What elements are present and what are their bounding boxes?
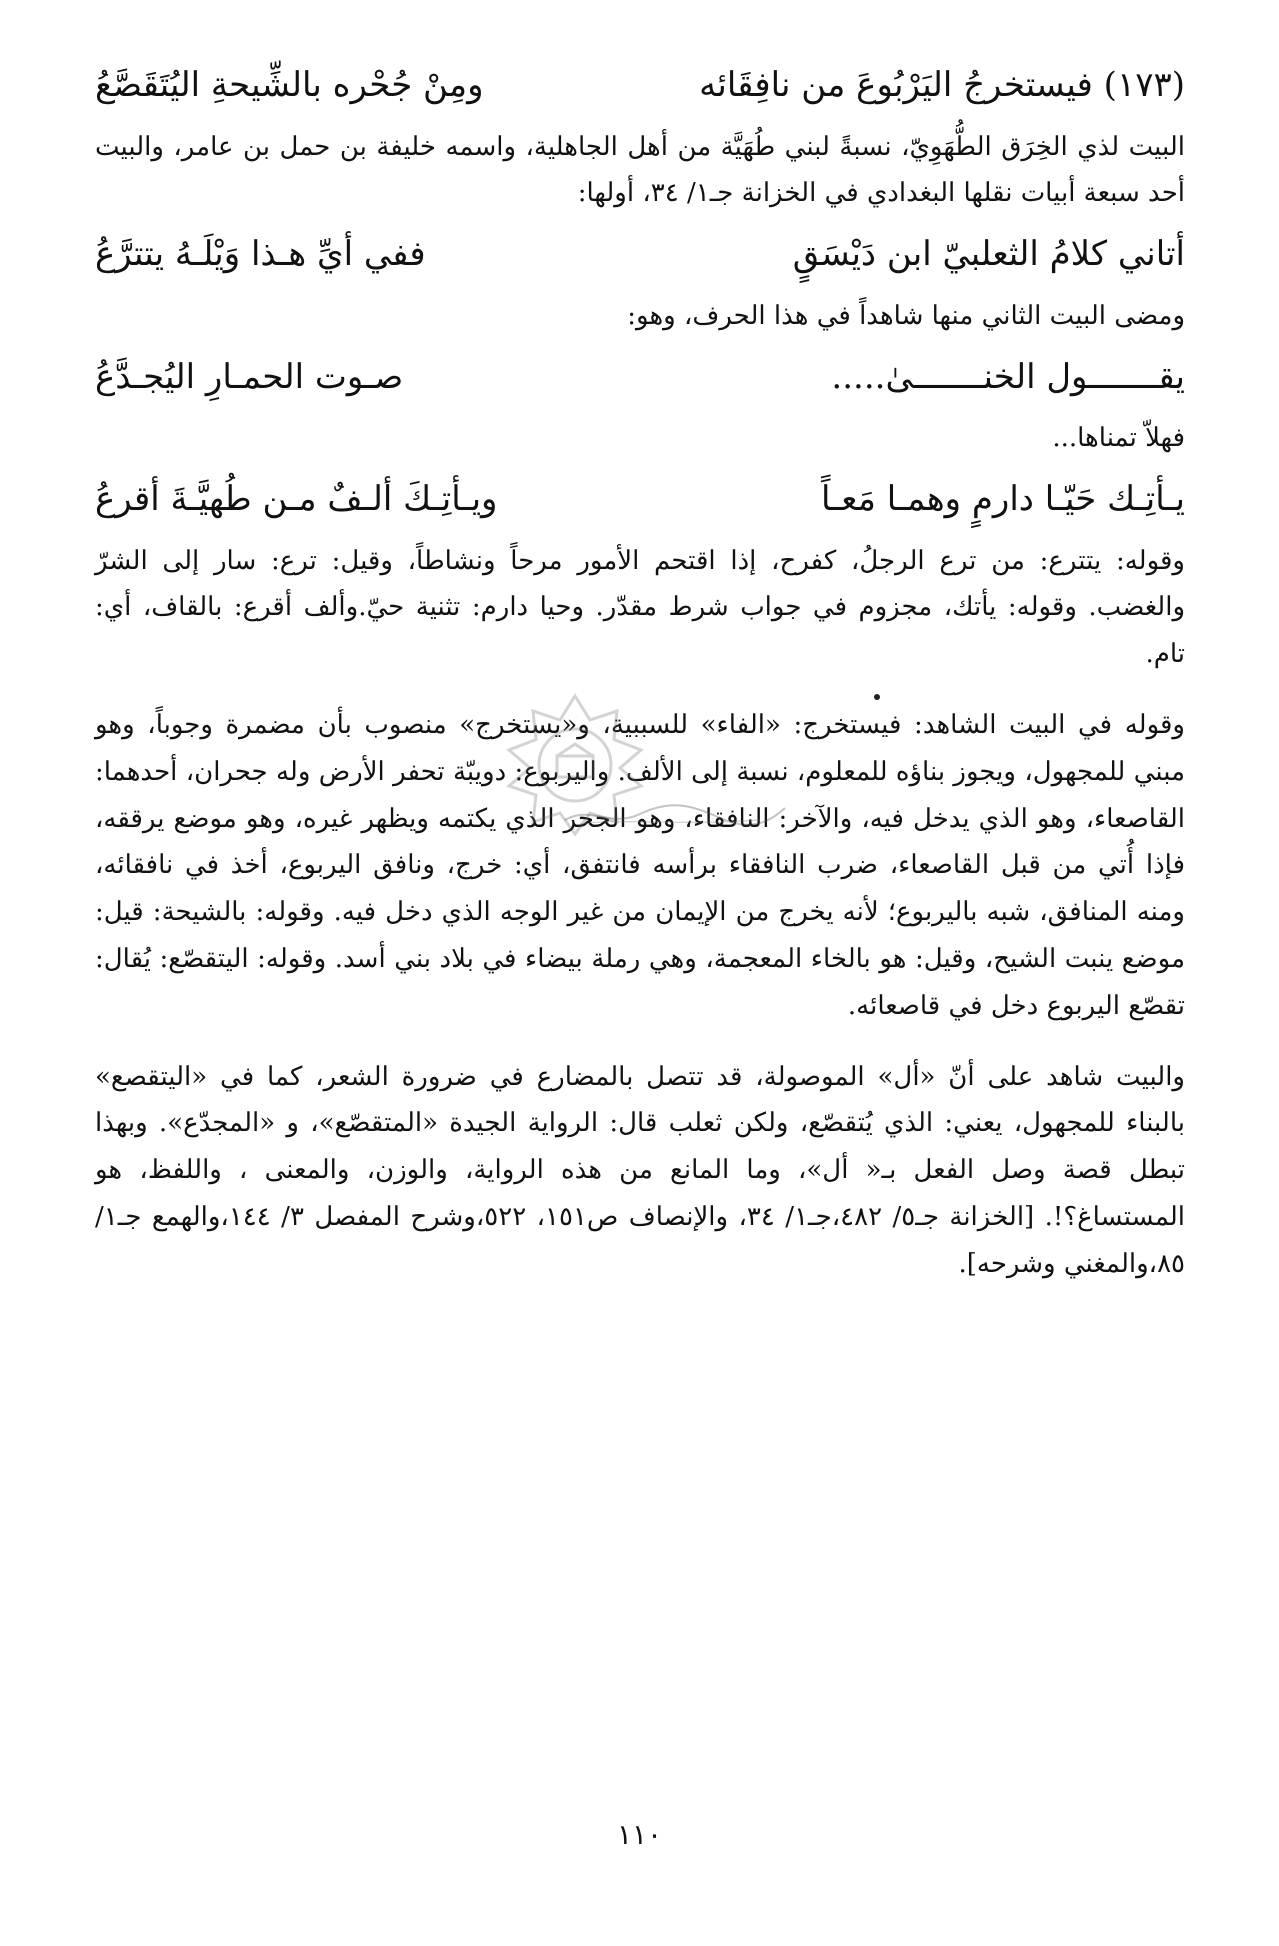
verse-second-second-hemistich: صـوت الحمـارِ اليُجـدَّعُ <box>95 356 404 397</box>
spacer <box>95 462 1185 476</box>
verse-third <box>95 476 1185 524</box>
verse-second <box>95 354 1185 402</box>
spacer <box>95 1030 1185 1054</box>
verse-173-second-hemistich: ومِنْ جُحْره بالشِّيحةِ اليُتَقَصَّعُ <box>95 65 484 105</box>
verse-third-first-hemistich: يـأتِـك حَيّـا دارمٍ وهمـا مَعـاً <box>820 478 1185 519</box>
spacer <box>95 110 1185 124</box>
evidence-paragraph: والبيت شاهد على أنّ «أل» الموصولة، قد تتصل بالمضارع في ضرورة الشعر، كما في «اليتقصع» بالبناء للمجهول، يعني: الذي يُتقصّع، ولكن ثعلب قال: الرواية الجيدة «المتقصّع»، و «المجدّع». وبهذا تبطل قصة وصل الفعل بـ« أل»، وما المانع من هذه الرواية، والوزن، والمعنى ، واللفظ، هو المستساغ؟!. [الخزانة جـ٥/ ٤٨٢،جـ١/ ٣٤، والإنصاف ص١٥١، ٥٢٢،وشرح المفصل ٣/ ١٤٤،والهمع جـ١/ ٨٥،والمغني وشرحه]. <box>95 1061 1186 1279</box>
spacer <box>95 401 1185 415</box>
verse-second-first-hemistich: يقـــــــول الخنـــــــىٰ..... <box>831 356 1185 397</box>
spacer <box>95 217 1185 231</box>
intro-paragraph: البيت لذي الخِرَق الطُّهَوِيّ، نسبةً لبني طُهَيَّة من أهل الجاهلية، واسمه خليفة بن حمل بن عامر، والبيت أحد سبعة أبيات نقلها البغدادي في الخزانة جـ١/ ٣٤، أولها: <box>95 131 1185 209</box>
page-number: ١١٠ <box>616 1818 663 1851</box>
page-body <box>95 62 1185 1288</box>
verse-173 <box>95 62 1185 110</box>
spacer <box>95 524 1185 538</box>
falla-line: فهلاّ تمناها... <box>1052 423 1185 454</box>
shahid-paragraph: وقوله في البيت الشاهد: فيستخرج: «الفاء» للسببية، و«يستخرج» منصوب بأن مضمرة وجوباً، وهو مبني للمجهول، ويجوز بناؤه للمعلوم، نسبة إلى الألف. واليربوع: دويبّة تحفر الأرض وله جحران، أحدهما: القاصعاء، وهو الذي يدخل فيه، والآخر: النافقاء، وهو الجحر الذي يكتمه ويظهر غيره، وهو موضع يرققه، فإذا أُتي من قبل القاصعاء، ضرب النافقاء برأسه فانتفق، أي: خرج، ونافق اليربوع، أخذ في نافقائه، ومنه المنافق، شبه باليربوع؛ لأنه يخرج من الإيمان من غير الوجه الذي دخل فيه. وقوله: بالشيحة: قيل: موضع ينبت الشيح، وقيل: هو بالخاء المعجمة، وهي رملة بيضاء في بلاد بني أسد. وقوله: اليتقصّع: يُقال: تقصّع اليربوع دخل في قاصعائه. <box>95 709 1185 1021</box>
spacer <box>95 340 1185 354</box>
explanation-paragraph: وقوله: يتترع: من ترع الرجلُ، كفرح، إذا اقتحم الأمور مرحاً ونشاطاً، وقيل: ترع: سار إلى الشرّ والغضب. وقوله: يأتك، مجزوم في جواب شرط مقدّر. وحيا دارم: تثنية حيّ.وألف أقرع: بالقاف، أي: تام. <box>95 545 1185 670</box>
spacer <box>95 279 1185 293</box>
verse-third-second-hemistich: ويـأتِـكَ ألـفٌ مـن طُهيَّـةَ أقرعُ <box>95 478 498 519</box>
verse-173-first-hemistich: (١٧٣) فيستخرجُ اليَرْبُوعَ من نافِقَائه <box>699 65 1185 105</box>
verse-first <box>95 231 1185 279</box>
watermark-signature-icon <box>560 800 790 830</box>
verse-first-second-hemistich: ففي أيِّ هـذا وَيْلَـهُ يتترَّعُ <box>95 234 426 275</box>
second-verse-intro: ومضى البيت الثاني منها شاهداً في هذا الحرف، وهو: <box>627 300 1185 331</box>
verse-first-first-hemistich: أتاني كلامُ الثعلبيّ ابن دَيْسَقٍ <box>792 234 1185 275</box>
ink-dot <box>874 694 880 700</box>
